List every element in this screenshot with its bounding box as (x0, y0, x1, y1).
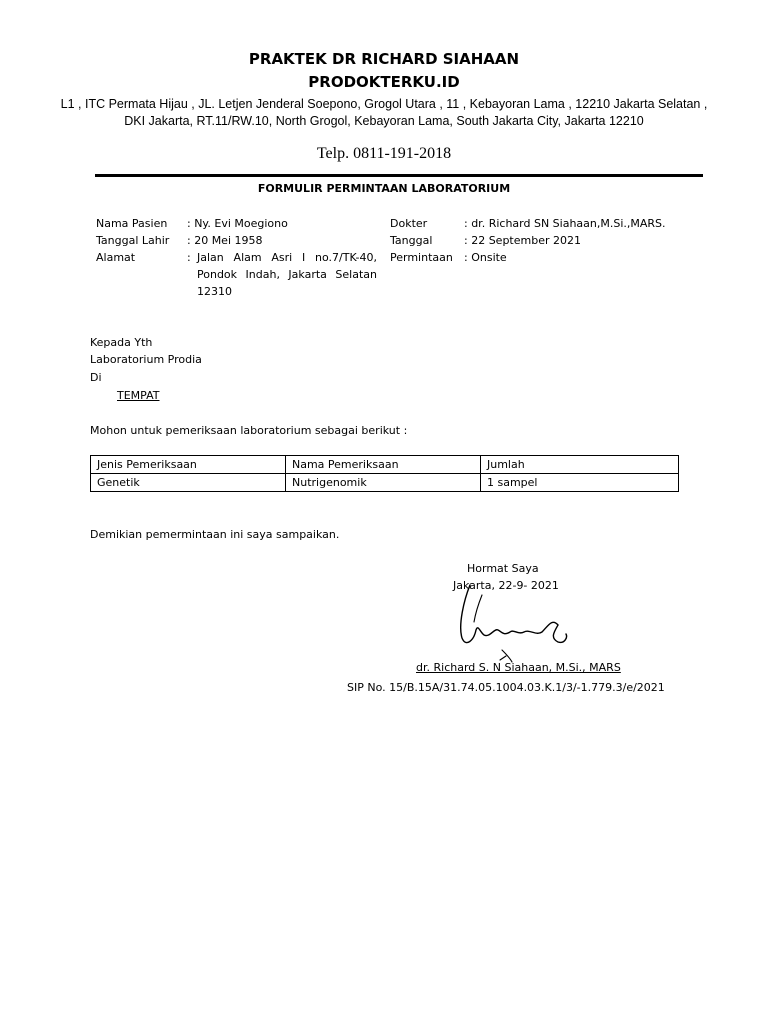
clinic-website: PRODOKTERKU.ID (308, 73, 460, 91)
patient-name-value: : Ny. Evi Moegiono (187, 217, 288, 230)
patient-dob-value: : 20 Mei 1958 (187, 234, 263, 247)
intro-text: Mohon untuk pemeriksaan laboratorium sebagai berikut : (90, 424, 408, 437)
patient-name-label: Nama Pasien (96, 217, 168, 230)
patient-dob-label: Tanggal Lahir (96, 234, 170, 247)
clinic-name: PRAKTEK DR RICHARD SIAHAAN (248, 50, 520, 68)
clinic-address: L1 , ITC Permata Hijau , JL. Letjen Jenderal Soepono, Grogol Utara , 11 , Kebayoran Lama , 12210 Jakarta Selatan , DKI Jakarta, RT.11/RW.10, North Grogol, Kebayoran Lama, South Jakarta City, Jakarta 12210 (60, 97, 708, 128)
table-header: Jumlah (481, 456, 679, 474)
recipient-greeting: Kepada Yth (90, 336, 153, 349)
patient-address-label: Alamat (96, 251, 136, 264)
signatory-name: dr. Richard S. N Siahaan, M.Si., MARS (416, 661, 621, 674)
doctor-label: Dokter (390, 217, 428, 230)
table-header: Jenis Pemeriksaan (91, 456, 286, 474)
table-row (91, 474, 679, 492)
table-cell: Genetik (91, 474, 286, 492)
clinic-phone: Telp. 0811-191-2018 (316, 145, 452, 162)
recipient-di: Di (90, 371, 102, 384)
signature-salutation: Hormat Saya (467, 562, 539, 575)
request-label: Permintaan (390, 251, 453, 264)
table-header-row (91, 456, 679, 474)
lab-table (90, 455, 679, 492)
table-cell: Nutrigenomik (286, 474, 481, 492)
recipient-lab: Laboratorium Prodia (90, 353, 202, 366)
request-value: : Onsite (464, 251, 507, 264)
recipient-place: TEMPAT (117, 389, 160, 402)
date-value: : 22 September 2021 (464, 234, 581, 247)
doctor-value: : dr. Richard SN Siahaan,M.Si.,MARS. (464, 217, 666, 230)
date-label: Tanggal (390, 234, 433, 247)
patient-address-value: Jalan Alam Asri I no.7/TK-40, Pondok Indah, Jakarta Selatan 12310 (197, 251, 377, 298)
form-title: FORMULIR PERMINTAAN LABORATORIUM (257, 182, 511, 195)
header-divider (95, 174, 703, 177)
table-header: Nama Pemeriksaan (286, 456, 481, 474)
table-cell: 1 sampel (481, 474, 679, 492)
signatory-sip: SIP No. 15/B.15A/31.74.05.1004.03.K.1/3/-1.779.3/e/2021 (347, 681, 665, 694)
signature-place-date: Jakarta, 22-9- 2021 (453, 579, 559, 592)
patient-address-colon: : (187, 251, 191, 264)
handwritten-signature (440, 580, 580, 665)
closing-text: Demikian pemermintaan ini saya sampaikan. (90, 528, 340, 541)
